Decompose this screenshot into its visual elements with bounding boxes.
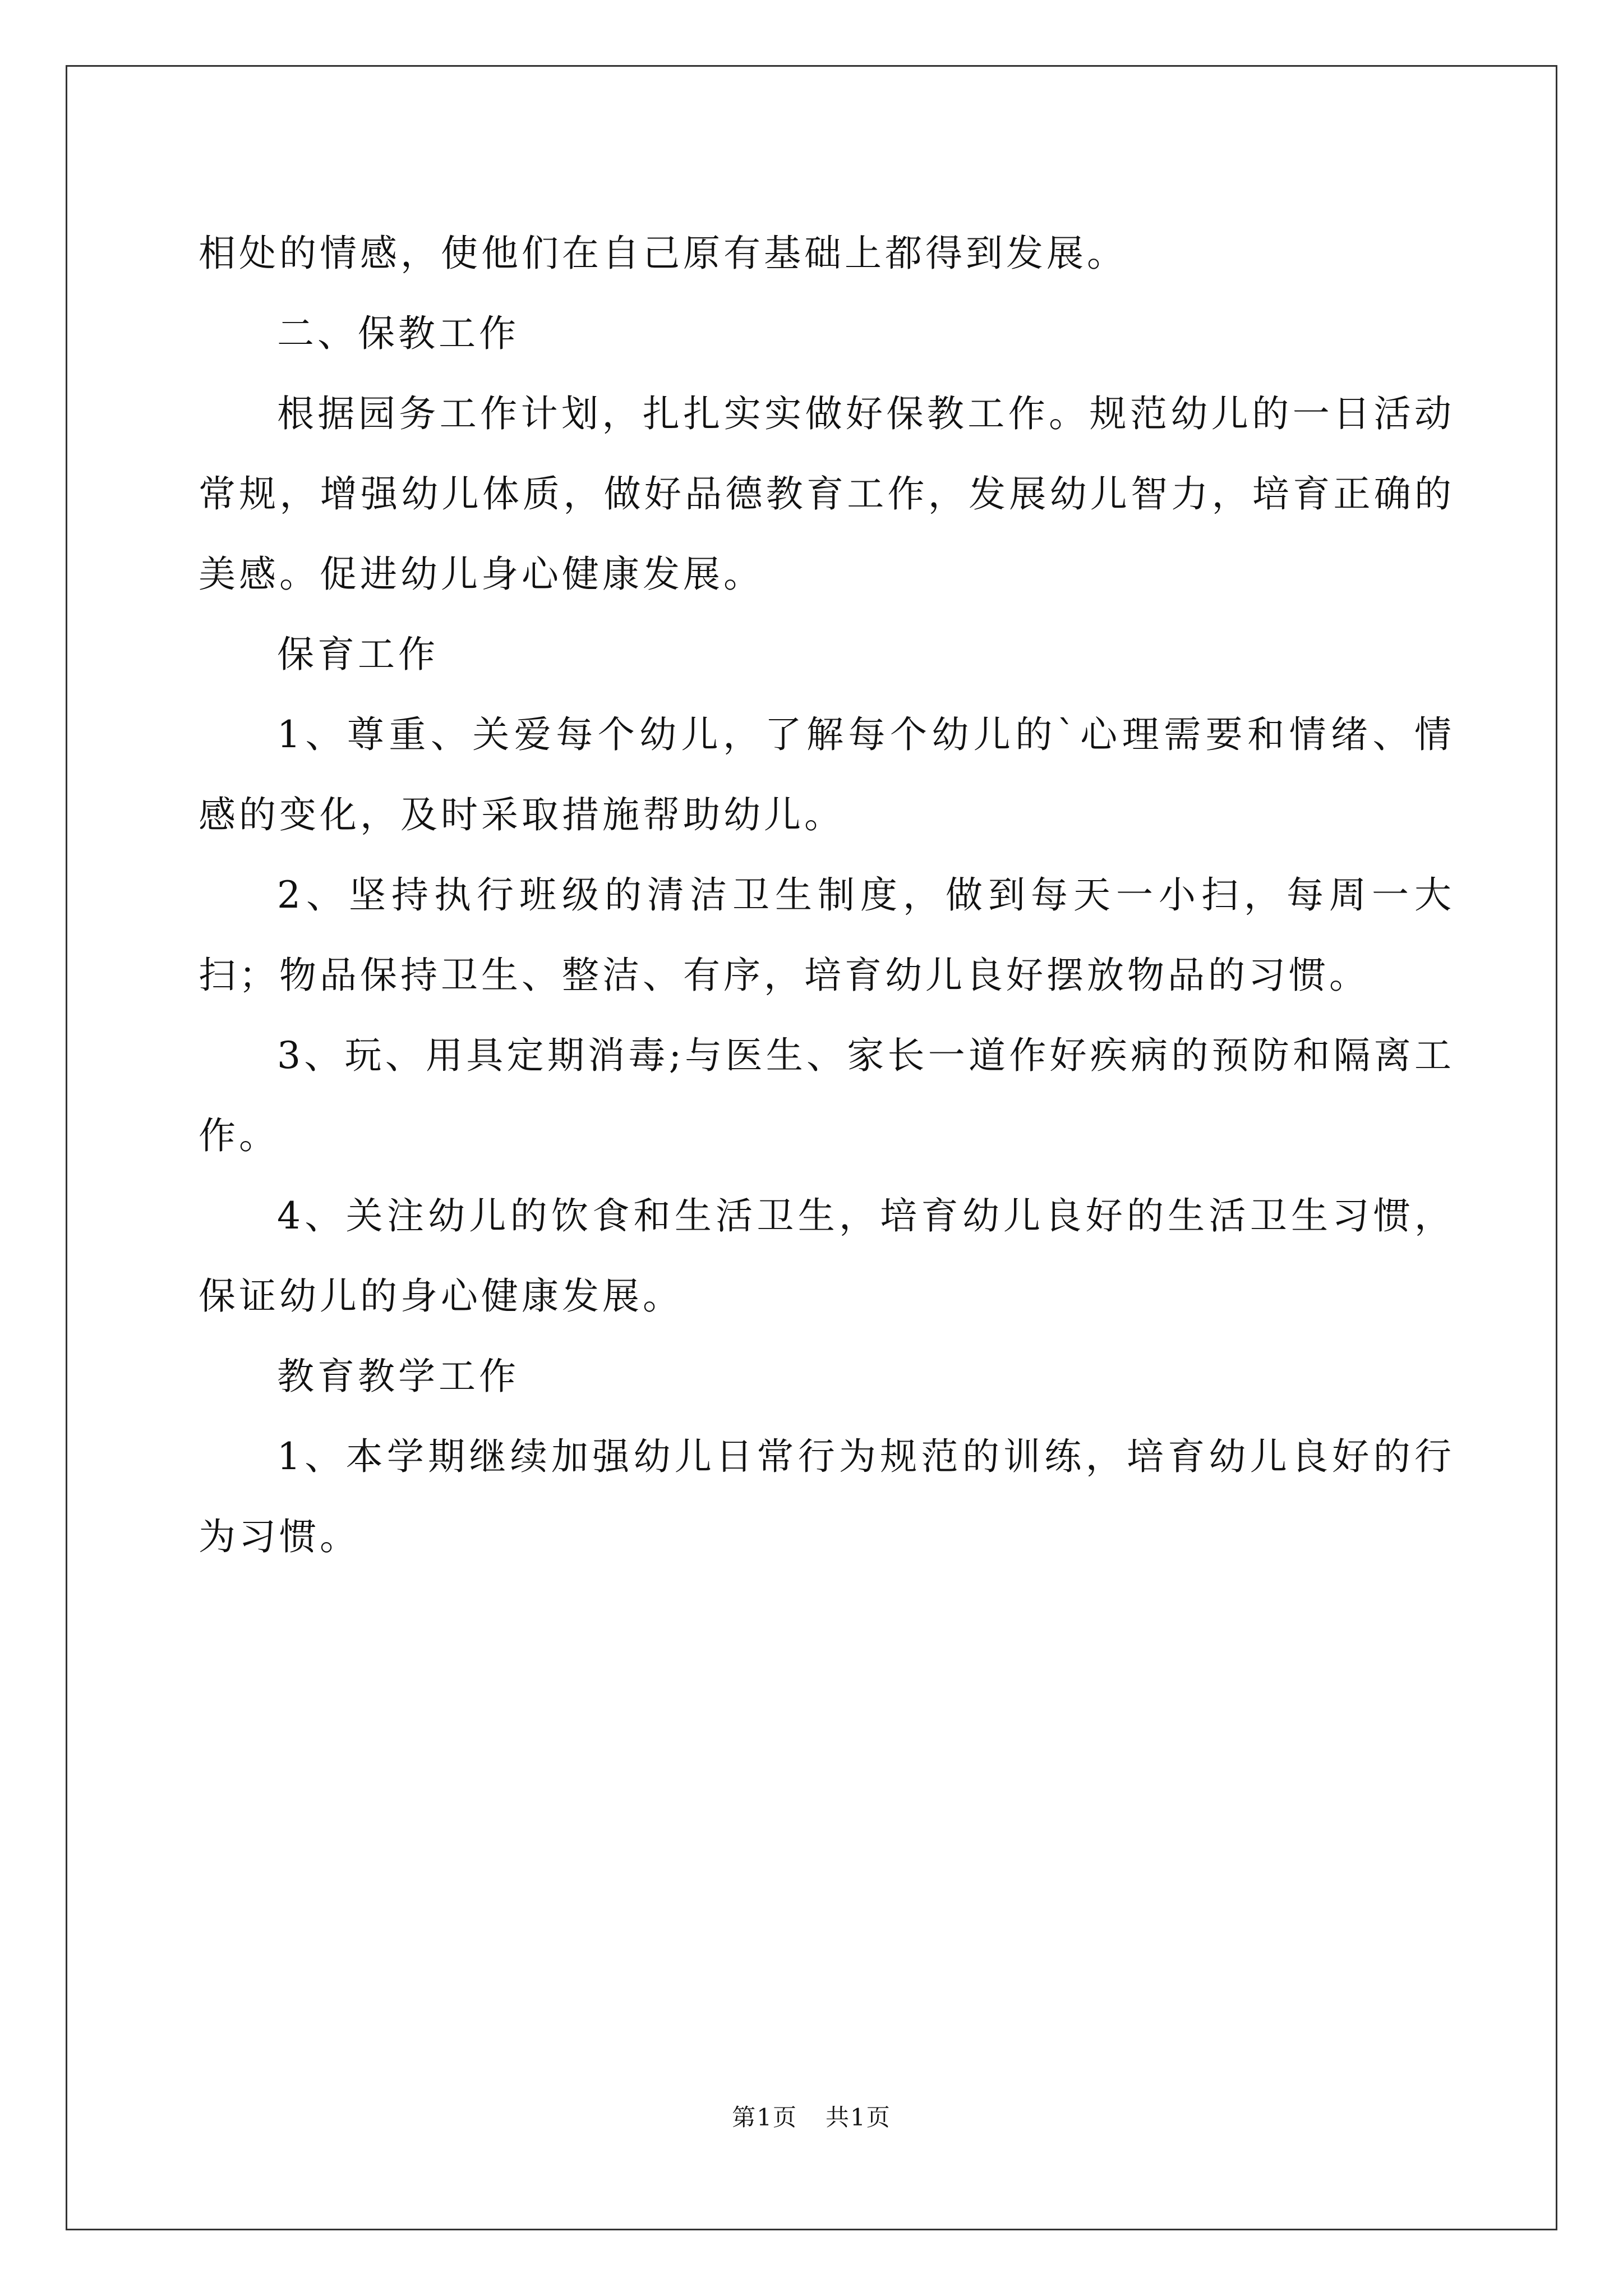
list-item-5: 1、本学期继续加强幼儿日常行为规范的训练，培育幼儿良好的行为习惯。 — [199, 1435, 1455, 1558]
subheading-jiaoyu: 教育教学工作 — [277, 1355, 519, 1398]
list-item-3: 3、玩、用具定期消毒;与医生、家长一道作好疾病的预防和隔离工作。 — [199, 1034, 1455, 1157]
document-body — [199, 213, 1455, 1577]
list-item-2: 2、坚持执行班级的清洁卫生制度，做到每天一小扫，每周一大扫；物品保持卫生、整洁、有序，培育幼儿良好摆放物品的习惯。 — [199, 873, 1455, 997]
page-number: 第1页 — [732, 2104, 797, 2131]
paragraph-1: 相处的情感，使他们在自己原有基础上都得到发展。 — [199, 232, 1127, 275]
list-item-4: 4、关注幼儿的饮食和生活卫生，培育幼儿良好的生活卫生习惯，保证幼儿的身心健康发展。 — [199, 1194, 1455, 1318]
page-total: 共1页 — [826, 2104, 891, 2131]
page-footer — [0, 2099, 1623, 2133]
section-heading-baojiao: 二、保教工作 — [277, 312, 519, 355]
subheading-baoyu: 保育工作 — [277, 633, 439, 676]
paragraph-2: 根据园务工作计划，扎扎实实做好保教工作。规范幼儿的一日活动常规，增强幼儿体质，做好品德教育工作，发展幼儿智力，培育正确的美感。促进幼儿身心健康发展。 — [199, 392, 1455, 596]
list-item-1: 1、尊重、关爱每个幼儿，了解每个幼儿的`心理需要和情绪、情感的变化，及时采取措施帮助幼儿。 — [199, 713, 1455, 836]
